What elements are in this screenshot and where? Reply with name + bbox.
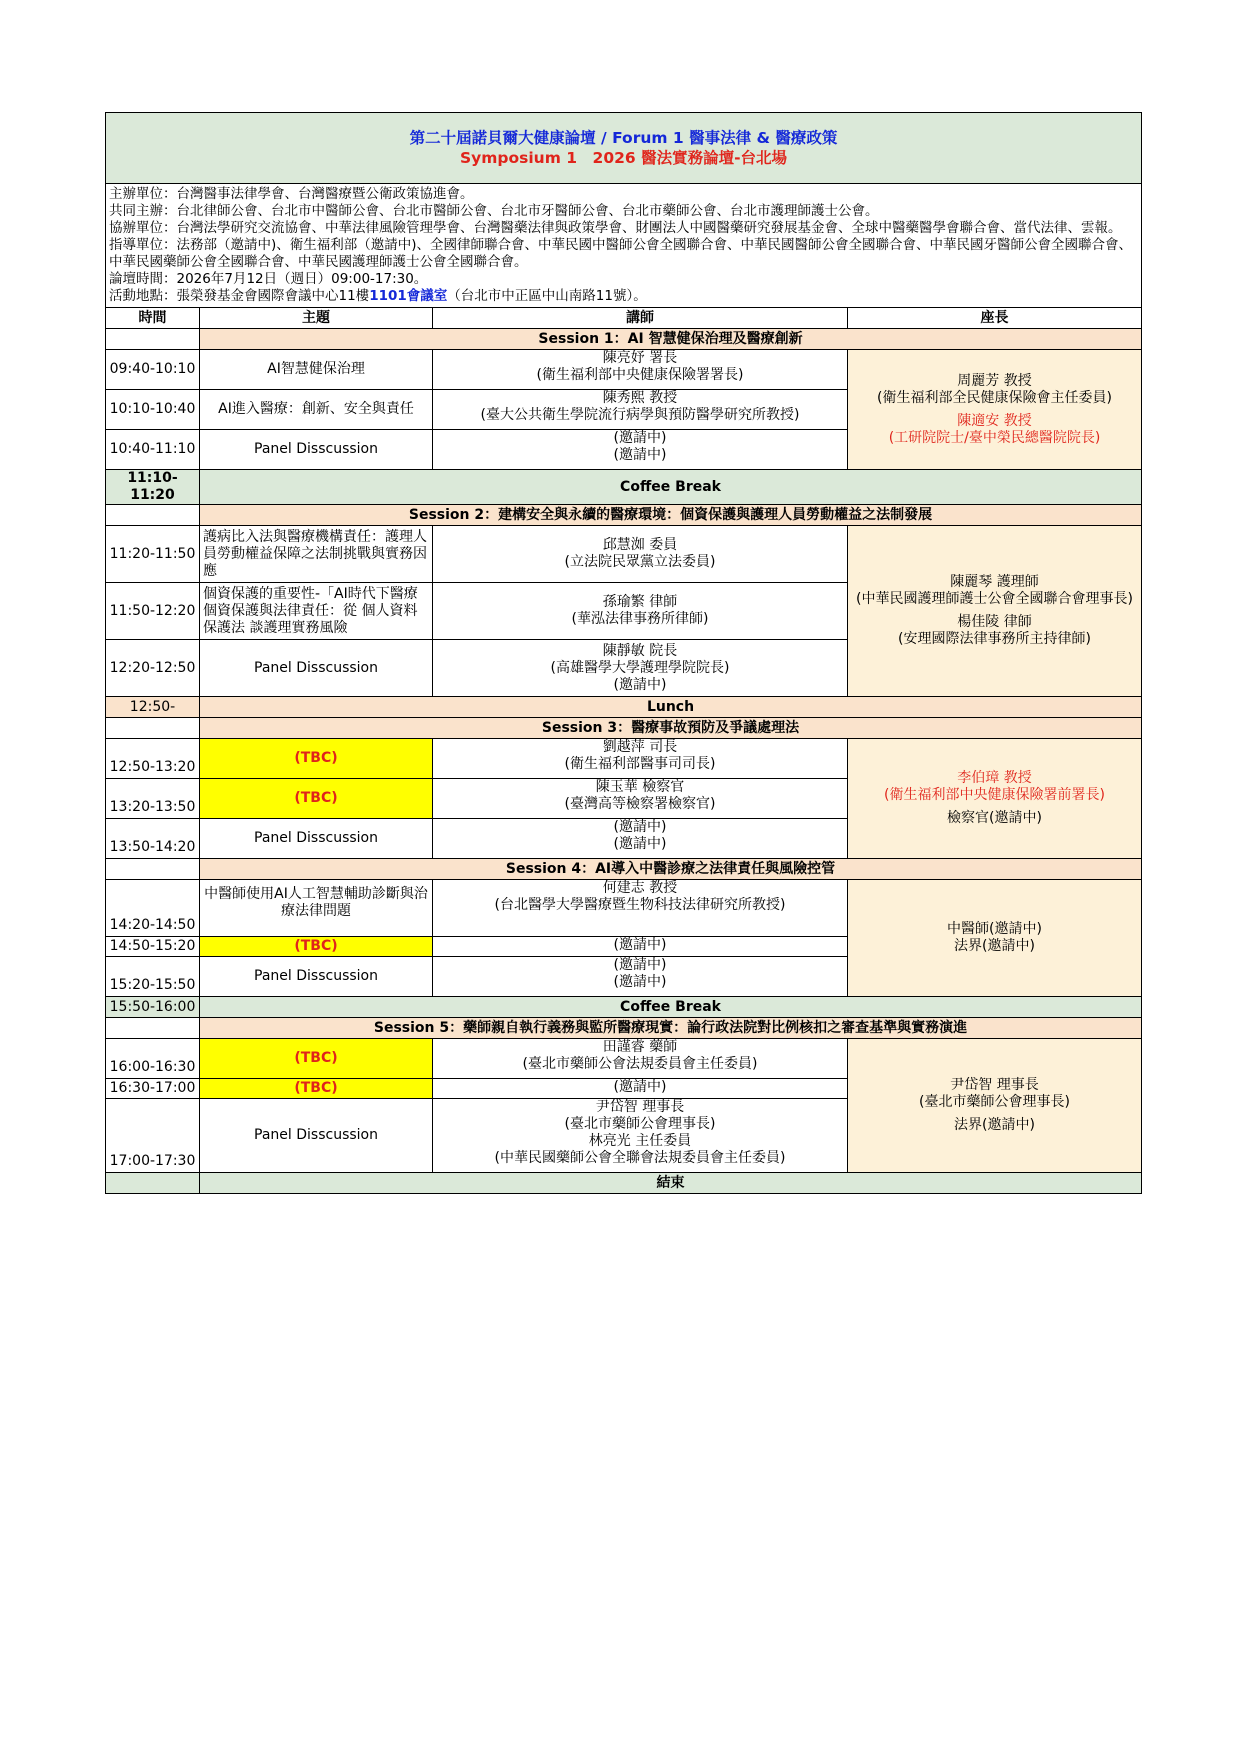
row-speaker xyxy=(433,937,848,957)
coffee-break-label: Coffee Break xyxy=(200,997,1142,1018)
session-spacer xyxy=(106,859,200,880)
row-speaker xyxy=(433,1039,848,1079)
row-time: 13:50-14:20 xyxy=(106,819,200,859)
session-spacer xyxy=(106,1018,200,1039)
speaker-org: (衛生福利部醫事司司長) xyxy=(564,756,716,772)
chair-name: 中醫師(邀請中) xyxy=(947,921,1042,937)
row-topic: Panel Disscussion xyxy=(200,957,433,997)
row-speaker xyxy=(433,1099,848,1173)
chair-org: (衛生福利部全民健康保險會主任委員) xyxy=(877,389,1112,406)
row-time: 14:50-15:20 xyxy=(106,937,200,957)
session-spacer xyxy=(106,505,200,526)
col-header-speaker: 講師 xyxy=(433,308,848,329)
end-spacer xyxy=(106,1173,200,1194)
row-speaker xyxy=(433,1079,848,1099)
speaker-org: (臺北市藥師公會法規委員會主任委員) xyxy=(522,1056,758,1072)
page-subtitle: Symposium 1 2026 醫法實務論壇-台北場 xyxy=(459,149,788,167)
speaker-name: (邀請中) xyxy=(613,957,667,973)
row-topic-tbc: (TBC) xyxy=(200,739,433,779)
coffee-break-label: Coffee Break xyxy=(200,470,1142,505)
row-topic-tbc: (TBC) xyxy=(200,937,433,957)
chair-name: 陳適安 教授 xyxy=(957,412,1032,429)
speaker-name: 邱慧洳 委員 xyxy=(602,537,678,553)
row-topic: Panel Disscussion xyxy=(200,819,433,859)
chair-name: 陳麗琴 護理師 xyxy=(950,574,1039,590)
speaker-org: (高雄醫學大學護理學院院長) xyxy=(550,659,730,676)
speaker-name: 尹岱智 理事長 xyxy=(595,1099,685,1115)
session4-chairs xyxy=(848,880,1142,997)
lunch-time: 12:50- xyxy=(106,697,200,718)
speaker-name: (邀請中) xyxy=(613,819,667,835)
speaker-org: (臺大公共衛生學院流行病學與預防醫學研究所教授) xyxy=(480,407,800,423)
row-speaker xyxy=(433,526,848,583)
agenda-page xyxy=(105,112,1141,1194)
row-topic-tbc: (TBC) xyxy=(200,1039,433,1079)
table-row xyxy=(106,526,1142,583)
page-title: 第二十屆諾貝爾大健康論壇 / Forum 1 醫事法律 & 醫療政策 xyxy=(409,129,838,147)
venue-prefix: 活動地點：張榮發基金會國際會議中心11樓 xyxy=(109,288,370,304)
row-time: 13:20-13:50 xyxy=(106,779,200,819)
row-speaker xyxy=(433,957,848,997)
row-time: 11:20-11:50 xyxy=(106,526,200,583)
break-time: 15:50-16:00 xyxy=(106,997,200,1018)
table-row xyxy=(106,350,1142,390)
row-speaker xyxy=(433,819,848,859)
row-speaker xyxy=(433,779,848,819)
speaker-org: (華泓法律事務所律師) xyxy=(571,611,709,627)
speaker-org: (台北醫學大學醫療暨生物科技法律研究所教授) xyxy=(494,897,786,913)
session5-title: Session 5：藥師親自執行義務與監所醫療現實：論行政法院對比例核扣之審查基準與實務演進 xyxy=(200,1018,1142,1039)
row-time: 15:20-15:50 xyxy=(106,957,200,997)
speaker-org: (臺灣高等檢察署檢察官) xyxy=(564,796,716,812)
row-time: 16:30-17:00 xyxy=(106,1079,200,1099)
venue-suffix: （台北市中正區中山南路11號）。 xyxy=(447,288,647,304)
agenda-table xyxy=(105,112,1142,1194)
row-time: 14:20-14:50 xyxy=(106,880,200,937)
chair-org: (中華民國護理師護士公會全國聯合會理事長) xyxy=(856,591,1133,607)
chair-org: (臺北市藥師公會理事長) xyxy=(919,1094,1070,1110)
row-time: 09:40-10:10 xyxy=(106,350,200,390)
chair-name: 周麗芳 教授 xyxy=(957,372,1032,389)
row-topic: 護病比入法與醫療機構責任：護理人員勞動權益保障之法制挑戰與實務因應 xyxy=(200,526,433,583)
row-speaker xyxy=(433,430,848,470)
session1-chairs xyxy=(848,350,1142,470)
row-topic: 中醫師使用AI人工智慧輔助診斷與治療法律問題 xyxy=(200,880,433,937)
break-time: 11:10-11:20 xyxy=(106,470,200,505)
speaker-org: (中華民國藥師公會全聯會法規委員會主任委員) xyxy=(494,1150,786,1166)
row-time: 10:40-11:10 xyxy=(106,430,200,470)
chair-org: (衛生福利部中央健康保險署前署長) xyxy=(884,787,1105,803)
col-header-topic: 主題 xyxy=(200,308,433,329)
row-topic-tbc: (TBC) xyxy=(200,779,433,819)
speaker-name: (邀請中) xyxy=(613,937,667,953)
speaker-name: 陳秀熙 教授 xyxy=(602,390,678,406)
row-time: 12:50-13:20 xyxy=(106,739,200,779)
row-topic-tbc: (TBC) xyxy=(200,1079,433,1099)
guidance-line: 指導單位：法務部（邀請中)、衛生福利部（邀請中)、全國律師聯合會、中華民國中醫師公會全國聯合會、中華民國醫師公會全國聯合會、中華民國牙醫師公會全國聯合會、中華民國藥師公會全國聯合會、中華民國護理師護士公會全國聯合會。 xyxy=(109,237,1133,270)
speaker-name: (邀請中) xyxy=(613,1079,667,1095)
session2-title: Session 2：建構安全與永續的醫療環境：個資保護與護理人員勞動權益之法制發展 xyxy=(200,505,1142,526)
session2-chairs xyxy=(848,526,1142,697)
co-organizer-line: 共同主辦：台北律師公會、台北市中醫師公會、台北市醫師公會、台北市牙醫師公會、台北市藥師公會、台北市護理師護士公會。 xyxy=(109,203,879,219)
row-topic: AI智慧健保治理 xyxy=(200,350,433,390)
table-row xyxy=(106,880,1142,937)
row-time: 12:20-12:50 xyxy=(106,640,200,697)
venue-line xyxy=(109,288,1138,305)
column-headers xyxy=(106,308,1142,329)
speaker-name: 陳靜敏 院長 xyxy=(602,642,678,659)
speaker-org: (臺北市藥師公會理事長) xyxy=(564,1116,716,1132)
session1-title: Session 1：AI 智慧健保治理及醫療創新 xyxy=(200,329,1142,350)
row-speaker xyxy=(433,390,848,430)
time-line: 論壇時間：2026年7月12日（週日）09:00-17:30。 xyxy=(109,271,428,287)
row-time: 10:10-10:40 xyxy=(106,390,200,430)
organizer-line: 主辦單位：台灣醫事法律學會、台灣醫療暨公衛政策協進會。 xyxy=(109,186,474,202)
row-time: 17:00-17:30 xyxy=(106,1099,200,1173)
speaker-name: 田謹睿 藥師 xyxy=(602,1039,678,1055)
row-speaker xyxy=(433,739,848,779)
chair-name: 李伯璋 教授 xyxy=(957,770,1032,786)
venue-room: 1101會議室 xyxy=(369,288,448,304)
speaker-org: (邀請中) xyxy=(613,836,667,852)
speaker-name: 孫瑜繁 律師 xyxy=(602,594,678,610)
row-speaker xyxy=(433,640,848,697)
event-info xyxy=(106,184,1142,308)
chair-org: (安理國際法律事務所主持律師) xyxy=(898,631,1091,647)
lunch-label: Lunch xyxy=(200,697,1142,718)
end-label: 結束 xyxy=(200,1173,1142,1194)
chair-name: 法界(邀請中) xyxy=(954,938,1035,954)
chair-name: 法界(邀請中) xyxy=(954,1117,1035,1133)
row-topic: Panel Disscussion xyxy=(200,640,433,697)
session-spacer xyxy=(106,718,200,739)
row-topic: Panel Disscussion xyxy=(200,430,433,470)
col-header-time: 時間 xyxy=(106,308,200,329)
speaker-org: (邀請中) xyxy=(613,447,667,463)
speaker-name: 林亮光 主任委員 xyxy=(588,1133,692,1149)
chair-name: 尹岱智 理事長 xyxy=(950,1077,1039,1093)
chair-name: 楊佳陵 律師 xyxy=(957,614,1032,630)
row-topic: Panel Disscussion xyxy=(200,1099,433,1173)
row-speaker xyxy=(433,583,848,640)
col-header-chair: 座長 xyxy=(848,308,1142,329)
table-row xyxy=(106,739,1142,779)
row-time: 11:50-12:20 xyxy=(106,583,200,640)
speaker-org: (立法院民眾黨立法委員) xyxy=(564,554,716,570)
assisting-line: 協辦單位：台灣法學研究交流協會、中華法律風險管理學會、台灣醫藥法律與政策學會、財團法人中國醫藥研究發展基金會、全球中醫藥醫學會聯合會、當代法律、雲報。 xyxy=(109,220,1122,236)
session3-chairs xyxy=(848,739,1142,859)
speaker-name: (邀請中) xyxy=(613,430,667,446)
speaker-note: (邀請中) xyxy=(613,676,667,693)
speaker-org: (邀請中) xyxy=(613,974,667,990)
agenda-header xyxy=(106,113,1142,184)
speaker-name: 劉越萍 司長 xyxy=(602,739,678,755)
speaker-name: 何建志 教授 xyxy=(602,880,678,896)
row-speaker xyxy=(433,880,848,937)
session4-title: Session 4：AI導入中醫診療之法律責任與風險控管 xyxy=(200,859,1142,880)
speaker-name: 陳亮妤 署長 xyxy=(602,350,678,366)
table-row xyxy=(106,1039,1142,1079)
row-topic: AI進入醫療：創新、安全與責任 xyxy=(200,390,433,430)
session3-title: Session 3：醫療事故預防及爭議處理法 xyxy=(200,718,1142,739)
row-topic: 個資保護的重要性-「AI時代下醫療個資保護與法律責任：從 個人資料保護法 談護理實務風險 xyxy=(200,583,433,640)
chair-org: (工研院院士/臺中榮民總醫院院長) xyxy=(888,429,1101,446)
session-spacer xyxy=(106,329,200,350)
row-time: 16:00-16:30 xyxy=(106,1039,200,1079)
speaker-name: 陳玉華 檢察官 xyxy=(595,779,685,795)
chair-name: 檢察官(邀請中) xyxy=(947,810,1042,826)
session5-chairs xyxy=(848,1039,1142,1173)
row-speaker xyxy=(433,350,848,390)
speaker-org: (衛生福利部中央健康保險署署長) xyxy=(536,367,744,383)
